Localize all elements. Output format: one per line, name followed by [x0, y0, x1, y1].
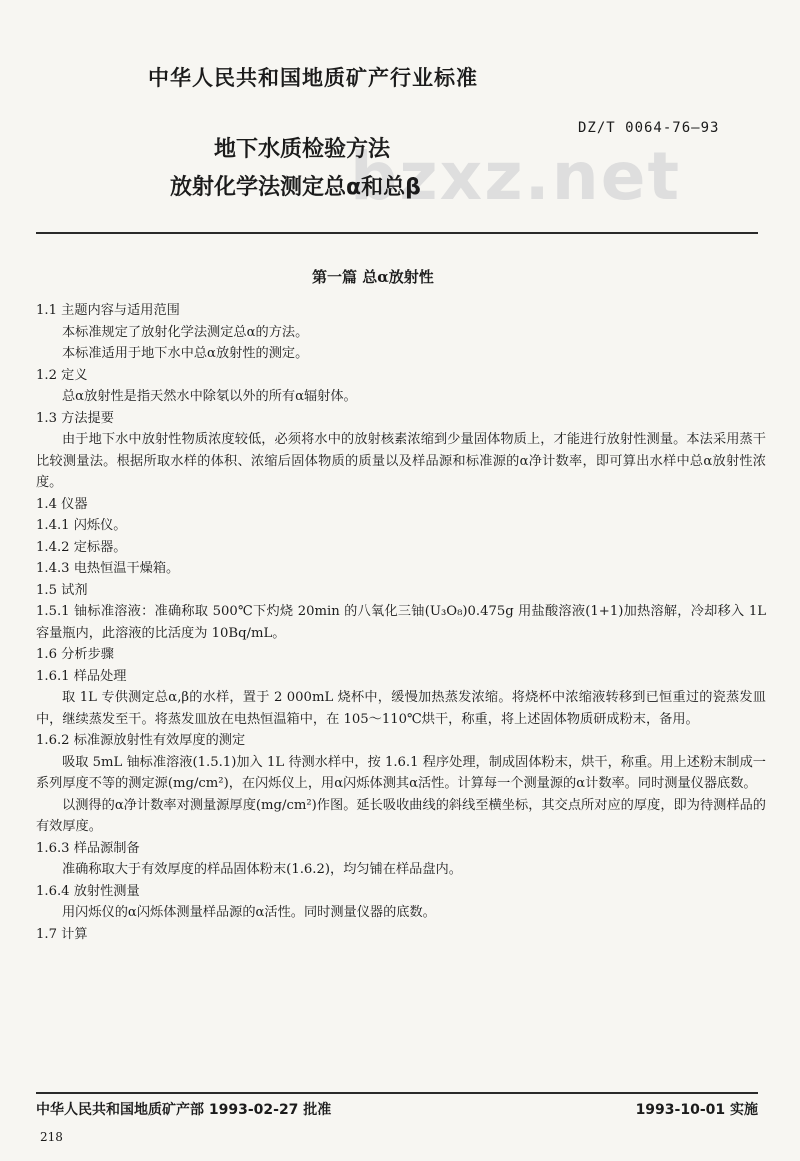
document-title-line2: 放射化学法测定总α和总β: [170, 175, 421, 200]
section-heading: 1.4.2 定标器。: [36, 539, 127, 555]
body-paragraph: 吸取 5mL 铀标准溶液(1.5.1)加入 1L 待测水样中，按 1.6.1 程序处理，制成固体粉末，烘干，称重。用上述粉末制成一系列厚度不等的测定源(mg/cm²)，在闪烁仪上，用α闪烁体测其α活性。计算每一个测量源的α计数率。同时测量仪器底数。: [36, 754, 766, 791]
footer-divider: [36, 1092, 758, 1094]
section-heading: 1.6 分析步骤: [36, 647, 114, 662]
section-heading: 1.3 方法提要: [36, 410, 114, 426]
document-title-line1: 地下水质检验方法: [214, 137, 391, 162]
section-heading: 1.7 计算: [36, 926, 88, 942]
watermark: bzxz.net: [350, 138, 682, 215]
approval-note: 中华人民共和国地质矿产部 1993-02-27 批准: [36, 1102, 332, 1118]
body-paragraph: 由于地下水中放射性物质浓度较低，必须将水中的放射核素浓缩到少量固体物质上，才能进行放射性测量。本法采用蒸干比较测量法。根据所取水样的体积、浓缩后固体物质的质量以及样品源和标准源的α净计数率，即可算出水样中总α放射性浓度。: [36, 432, 766, 490]
body-paragraph: 1.5.1 铀标准溶液：准确称取 500℃下灼烧 20min 的八氧化三铀(U₃O₈)0.475g 用盐酸溶液(1+1)加热溶解，冷却移入 1L 容量瓶内，此溶液的比活度为 10Bq/mL。: [36, 604, 766, 641]
part-title: 第一篇 总α放射性: [312, 268, 434, 286]
body-paragraph: 本标准适用于地下水中总α放射性的测定。: [62, 346, 309, 361]
body-paragraph: 取 1L 专供测定总α,β的水样，置于 2 000mL 烧杯中，缓慢加热蒸发浓缩。将烧杯中浓缩液转移到已恒重过的瓷蒸发皿中，继续蒸发至干。将蒸发皿放在电热恒温箱中，在 105～110℃烘干，称重，将上述固体物质研成粉末，备用。: [36, 690, 766, 727]
body-paragraph: 用闪烁仪的α闪烁体测量样品源的α活性。同时测量仪器的底数。: [62, 905, 436, 920]
standard-category: 中华人民共和国地质矿产行业标准: [148, 66, 478, 90]
section-heading: 1.4.3 电热恒温干燥箱。: [36, 561, 180, 576]
section-heading: 1.6.2 标准源放射性有效厚度的测定: [36, 733, 246, 748]
page-number: 218: [40, 1130, 63, 1144]
document-body: [36, 300, 766, 945]
section-heading: 1.5 试剂: [36, 582, 88, 598]
body-paragraph: 总α放射性是指天然水中除氡以外的所有α辐射体。: [62, 389, 357, 404]
section-heading: 1.6.3 样品源制备: [36, 840, 140, 856]
standard-code: DZ/T 0064-76—93: [578, 120, 720, 136]
section-heading: 1.4.1 闪烁仪。: [36, 518, 127, 533]
section-heading: 1.1 主题内容与适用范围: [36, 303, 180, 318]
section-heading: 1.4 仪器: [36, 496, 88, 512]
body-paragraph: 本标准规定了放射化学法测定总α的方法。: [62, 324, 309, 340]
implementation-date: 1993-10-01 实施: [635, 1102, 758, 1118]
section-heading: 1.2 定义: [36, 367, 88, 383]
header-divider: [36, 232, 758, 234]
section-heading: 1.6.4 放射性测量: [36, 883, 140, 899]
section-heading: 1.6.1 样品处理: [36, 668, 127, 684]
body-paragraph: 准确称取大于有效厚度的样品固体粉末(1.6.2)，均匀铺在样品盘内。: [62, 862, 462, 877]
body-paragraph: 以测得的α净计数率对测量源厚度(mg/cm²)作图。延长吸收曲线的斜线至横坐标，其交点所对应的厚度，即为待测样品的有效厚度。: [36, 797, 766, 834]
